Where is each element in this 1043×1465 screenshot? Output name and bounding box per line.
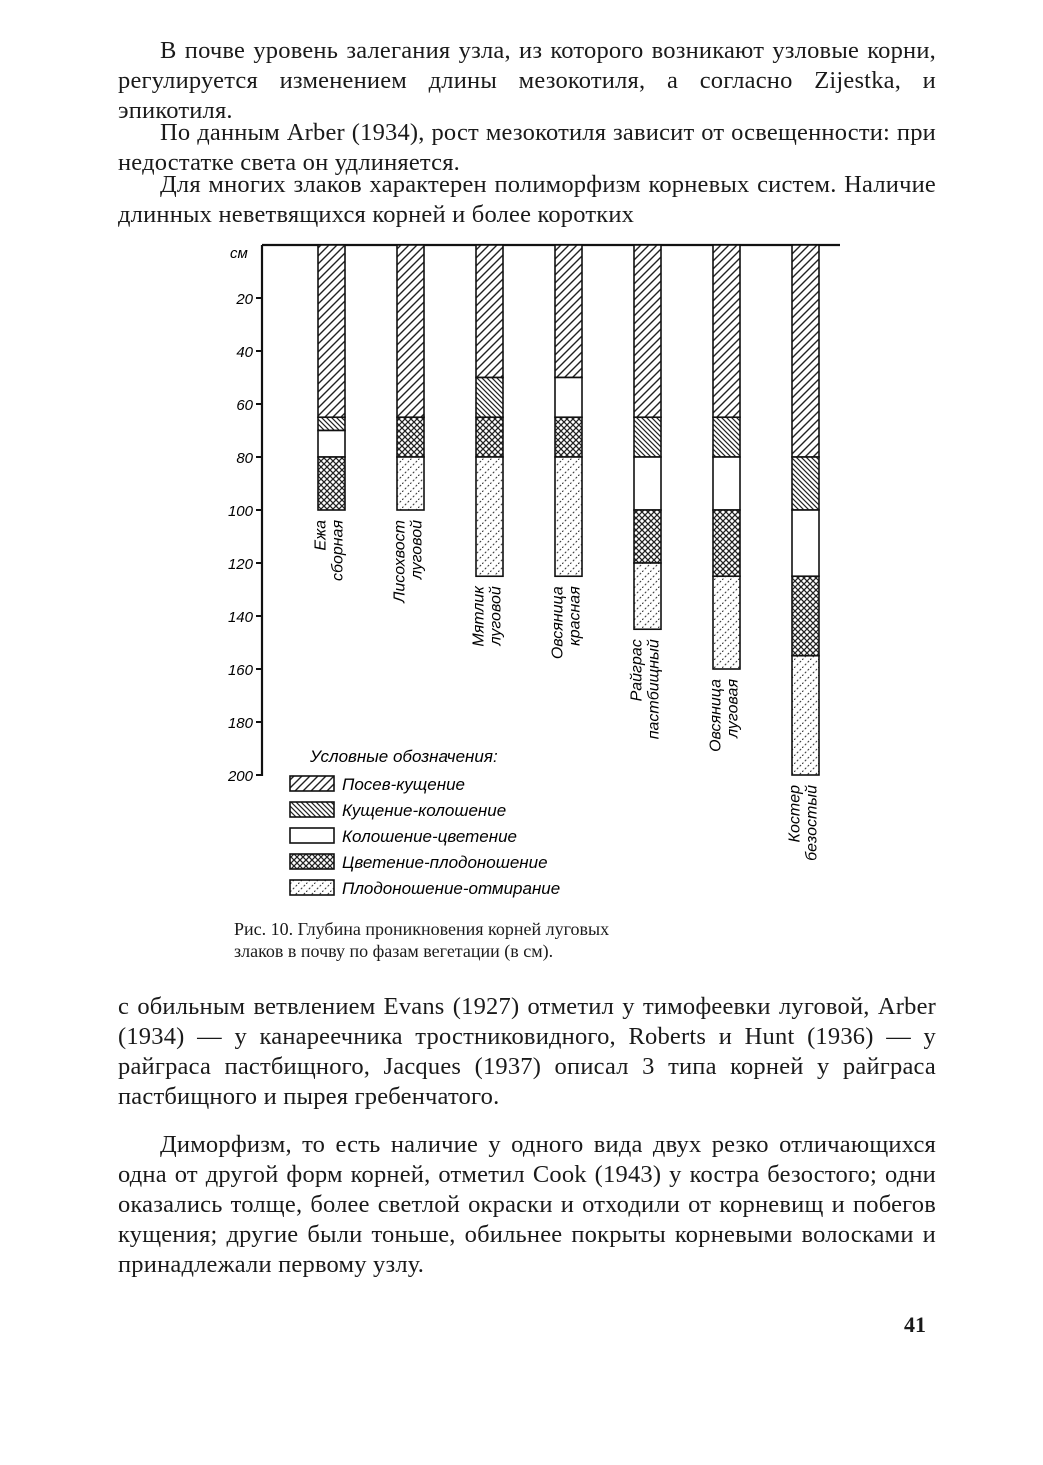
bar-segment-p5 [397, 457, 424, 510]
paragraph-evans: с обильным ветвлением Evans (1927) отметил у тимофеевки луговой, Arber (1934) — у канареечника тростниковидного, Roberts и Hunt (1936) — у райграса пастбищного, Jacques (1937) описал 3 типа корней у райграса пастбищного и пырея гребенчатого. [118, 993, 936, 1110]
bar-label [708, 679, 742, 752]
y-tick-label: 160 [227, 662, 253, 679]
bar-segment-p1 [634, 245, 661, 417]
y-tick-label: 60 [236, 397, 253, 414]
bar-segment-p4 [476, 417, 503, 457]
bar-label [629, 639, 663, 739]
bar-label-line2: луговой [487, 586, 505, 646]
bar-label-line2: пастбищный [645, 639, 663, 740]
y-tick-label: 80 [236, 450, 253, 467]
bar-segment-p1 [397, 245, 424, 417]
legend-label-p3: Колошение-цветение [342, 827, 517, 846]
bar-segment-p2 [476, 378, 503, 418]
y-unit-label: см [230, 245, 248, 262]
bar-label-line2: луговая [724, 679, 742, 738]
bar-label [550, 586, 584, 659]
paragraph-polymorphism: Для многих злаков характерен полиморфизм корневых систем. Наличие длинных неветвящихся корней и более коротких [118, 171, 936, 228]
bar-segment-p2 [634, 417, 661, 457]
bar-label-line1: Костер [786, 785, 804, 843]
bar-column [476, 245, 503, 576]
legend [290, 747, 560, 898]
y-tick-label: 40 [236, 344, 253, 361]
bar-segment-p3 [792, 510, 819, 576]
bar-segment-p5 [634, 563, 661, 629]
bar-segment-p2 [713, 417, 740, 457]
bar-segment-p5 [555, 457, 582, 576]
bar-label [787, 785, 821, 861]
paragraph-mesocotyl: В почве уровень залегания узла, из которого возникают узловые корни, регулируется изменением длины мезокотиля, а согласно Zijestka, и эпикотиля. [118, 37, 936, 124]
bar-label-line1: Овсяница [549, 586, 567, 660]
bar-segment-p5 [476, 457, 503, 576]
figure-root-depth [210, 236, 850, 921]
bar-segment-p3 [318, 431, 345, 458]
bar-column [555, 245, 582, 576]
bar-segment-p4 [792, 576, 819, 656]
legend-swatch-p1 [290, 776, 334, 791]
y-tick-label: 140 [227, 609, 253, 626]
bar-segment-p4 [634, 510, 661, 563]
bar-label-line2: луговой [408, 520, 426, 580]
bar-label-line1: Мятлик [470, 586, 488, 647]
y-tick-label: 200 [227, 768, 253, 785]
bar-label [313, 520, 347, 582]
bar-segment-p4 [318, 457, 345, 510]
bar-label-line1: Овсяница [707, 679, 725, 752]
bar-label-line1: Ежа [312, 520, 330, 551]
bar-column [792, 245, 819, 775]
paragraph-arber: По данным Arber (1934), рост мезокотиля зависит от освещенности: при недостатке света он удлиняется. [118, 119, 936, 176]
root-depth-chart [210, 236, 850, 916]
bar-segment-p5 [713, 576, 740, 669]
page-number: 41 [904, 1312, 926, 1337]
bar-segment-p4 [555, 417, 582, 457]
bar-segment-p3 [713, 457, 740, 510]
y-tick-label: 100 [227, 503, 253, 520]
bar-segment-p2 [318, 417, 345, 430]
bar-segment-p2 [792, 457, 819, 510]
bar-segment-p3 [555, 378, 582, 418]
bar-label-line2: безостый [803, 785, 821, 861]
bar-column [397, 245, 424, 510]
legend-swatch-p5 [290, 880, 334, 895]
bar-segment-p4 [397, 417, 424, 457]
figure-caption [234, 918, 794, 962]
legend-label-p5: Плодоношение-отмирание [342, 879, 561, 898]
legend-swatch-p2 [290, 802, 334, 817]
legend-swatch-p3 [290, 828, 334, 843]
bar-segment-p1 [555, 245, 582, 378]
bar-segment-p5 [792, 656, 819, 775]
y-tick-label: 180 [227, 715, 253, 732]
bar-segment-p1 [476, 245, 503, 378]
bar-segment-p1 [792, 245, 819, 457]
bar-segment-p4 [713, 510, 740, 576]
legend-title: Условные обозначения: [310, 747, 498, 766]
bar-label [392, 520, 426, 604]
caption-line-1: Рис. 10. Глубина проникновения корней луговых [234, 919, 610, 939]
bar-segment-p1 [713, 245, 740, 417]
caption-line-2: злаков в почву по фазам вегетации (в см). [234, 941, 554, 961]
legend-label-p4: Цветение-плодоношение [342, 853, 548, 872]
y-tick-label: 120 [227, 556, 253, 573]
paragraph-dimorphism: Диморфизм, то есть наличие у одного вида двух резко отличающихся одна от другой форм корней, отметил Cook (1943) у костра безостого; одни оказались толще, более светлой окраски и отходили от корневищ и побегов кущения; другие были тоньше, обильнее покрыты корневыми волосками и принадлежали первому узлу. [118, 1131, 936, 1278]
legend-label-p2: Кущение-колошение [342, 801, 507, 820]
legend-swatch-p4 [290, 854, 334, 869]
legend-label-p1: Посев-кущение [342, 775, 465, 794]
bar-label-line1: Лисохвост [391, 520, 409, 603]
bar-column [634, 245, 661, 629]
bar-column [318, 245, 345, 510]
bar-segment-p3 [634, 457, 661, 510]
bar-label [471, 585, 505, 647]
bar-label-line1: Райграс [628, 639, 646, 702]
y-tick-label: 20 [236, 291, 253, 308]
bar-label-line2: сборная [329, 520, 347, 582]
bar-column [713, 245, 740, 669]
bar-label-line2: красная [566, 586, 584, 646]
bar-segment-p1 [318, 245, 345, 417]
